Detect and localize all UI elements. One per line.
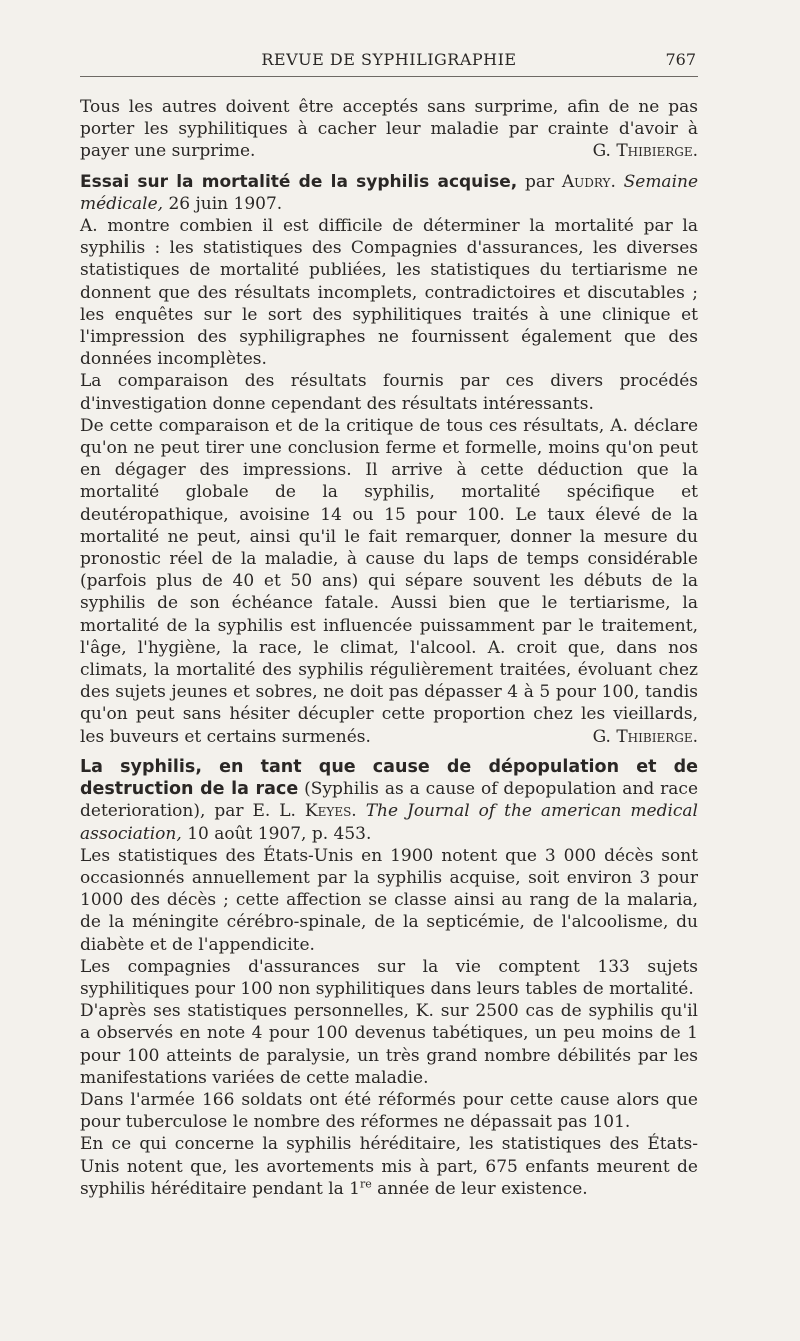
intro-signature: G. Thibierge. <box>592 141 698 162</box>
article1-paragraph-3 <box>80 415 698 748</box>
article2-paragraph-3: D'après ses statistiques personnelles, K. sur 2500 cas de syphilis qu'il a observés en note 4 pour 100 devenus tabétiques, un peu moins de 1 pour 100 atteints de paralysie, un très grand nombre débilités par les manifestations variées de cette maladie. <box>80 1001 698 1088</box>
article2-author: E. L. Keyes. <box>252 801 357 822</box>
intro-text: Tous les autres doivent être acceptés sans surprime, afin de ne pas porter les syphilitiques à cacher leur maladie par crainte d'avoir à payer une surprime. <box>80 97 698 162</box>
article1-journal: Semaine médicale, <box>80 171 699 214</box>
article2-paragraph-2: Les compagnies d'assurances sur la vie comptent 133 sujets syphilitiques pour 100 non syphilitiques dans leurs tables de mortalité. <box>80 956 698 999</box>
article2-journal: The Journal of the american medical association, <box>80 801 698 844</box>
page-body <box>80 96 698 1200</box>
article1-paragraph-2: La comparaison des résultats fournis par ces divers procédés d'investigation donne cependant des résultats intéressants. <box>80 371 698 414</box>
article1-by: par <box>524 171 555 192</box>
intro-paragraph <box>80 96 698 163</box>
page-header <box>80 46 698 77</box>
article1-title: Essai sur la mortalité de la syphilis acquise, <box>80 171 518 192</box>
article2-subtitle: (Syphilis as a cause of depopulation and race deterioration), par <box>80 779 699 822</box>
article2-paragraph-5-end: année de leur existence. <box>371 1178 588 1199</box>
article1-paragraph-1: A. montre combien il est difficile de déterminer la mortalité par la syphilis : les statistiques des Compagnies d'assurances, les diverses statistiques de mortalité publiées, les statistiques du tertiarisme ne donnent que des résultats incomplets, contradictoires et discutables ; les enquêtes sur le sort des syphilitiques traités à une clinique et l'impression des syphiligraphes ne fournissent également que des données incomplètes. <box>80 216 698 370</box>
article1-date: 26 juin 1907. <box>168 193 283 214</box>
superscript-re: re <box>360 1177 372 1191</box>
article1-author: Audry. <box>561 171 616 192</box>
article2-paragraph-4: Dans l'armée 166 soldats ont été réformés pour cette cause alors que pour tuberculose le nombre des réformes ne dépassait pas 101. <box>80 1089 698 1133</box>
article2-paragraph-1: Les statistiques des États-Unis en 1900 notent que 3 000 décès sont occasionnés annuellement par la syphilis acquise, soit environ 3 pour 1000 des décès ; cette affection se classe ainsi au rang de la malaria, de la méningite cérébro-spinale, de la septicémie, de l'alcoolisme, du diabète et de l'appendicite. <box>80 845 698 955</box>
article1-heading <box>80 171 698 215</box>
article2-title: La syphilis, en tant que cause de dépopulation et de destruction de la race <box>80 756 698 800</box>
article2-date: 10 août 1907, p. 453. <box>187 823 372 844</box>
article1-paragraph-3-text: De cette comparaison et de la critique de tous ces résultats, A. déclare qu'on ne peut tirer une conclusion ferme et formelle, moins qu'on peut en dégager des impressions. Il arrive à cette déduction que la mortalité globale de la syphilis, mortalité spécifique et deutéropathique, avoisine 14 ou 15 pour 100. Le taux élevé de la mortalité ne peut, ainsi qu'il le fait remarquer, donner la mesure du pronostic réel de la maladie, à cause du laps de temps considérable (parfois plus de 40 et 50 ans) qui sépare souvent les débuts de la syphilis de son échéance fatale. Aussi bien que le tertiarisme, la mortalité de la syphilis est influencée puissamment par le traitement, l'âge, l'hygiène, la race, le climat, l'alcool. A. croit que, dans nos climats, la mortalité des syphilis régulièrement traitées, évoluant chez des sujets jeunes et sobres, ne doit pas dépasser 4 à 5 pour 100, tandis qu'on peut sans hésiter décupler cette proportion chez les vieillards, les buveurs et certains surmenés. <box>80 415 698 747</box>
running-title: REVUE DE SYPHILIGRAPHIE <box>261 50 517 69</box>
article2-heading <box>80 756 698 845</box>
article1-signature: G. Thibierge. <box>592 726 698 747</box>
page-number: 767 <box>665 50 696 69</box>
article2-paragraph-5-text: En ce qui concerne la syphilis héréditaire, les statistiques des États-Unis notent que, les avortements mis à part, 675 enfants meurent de syphilis héréditaire pendant la 1 <box>80 1134 698 1199</box>
article2-paragraph-5 <box>80 1133 698 1200</box>
